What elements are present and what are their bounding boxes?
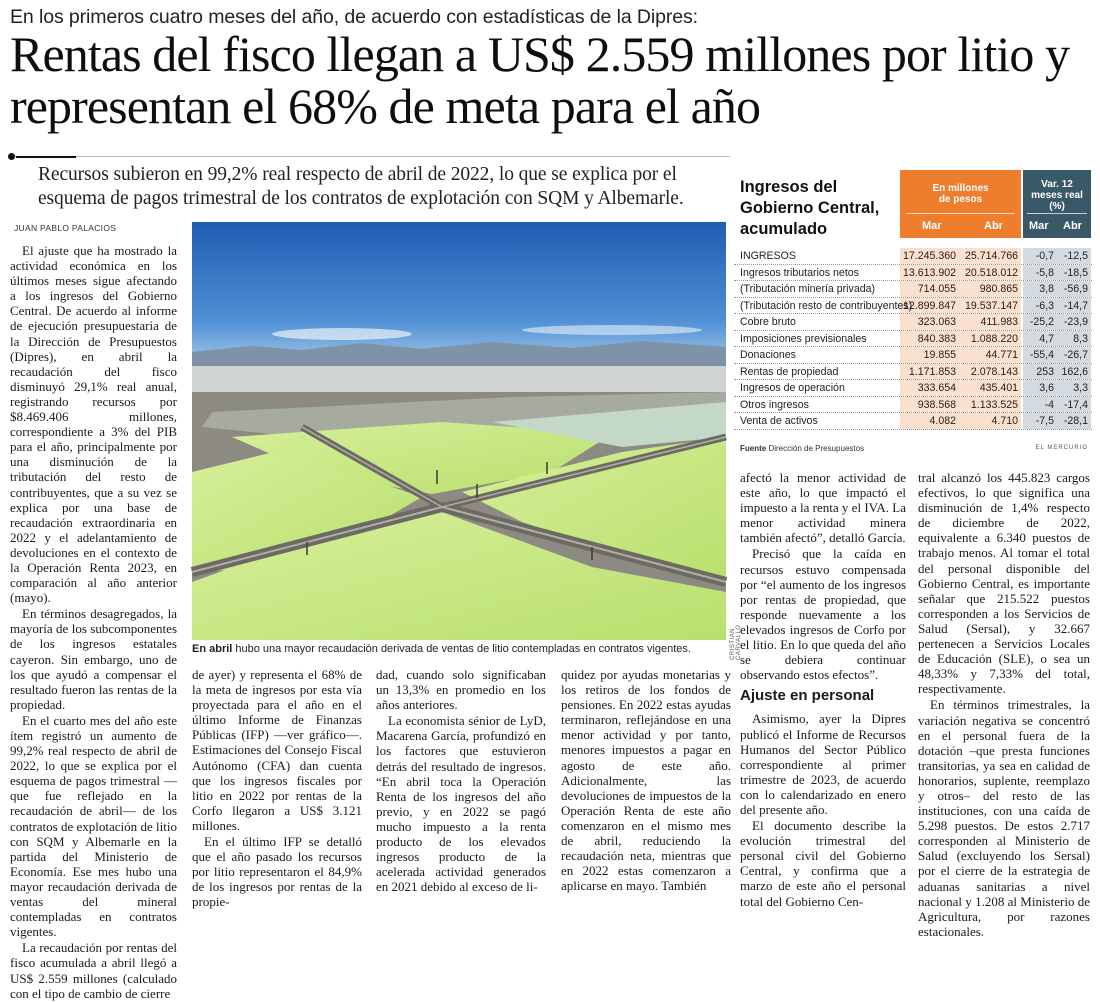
table-row bbox=[734, 248, 1092, 265]
row-label: (Tributación minería privada) bbox=[740, 283, 876, 295]
article-column-1 bbox=[10, 243, 177, 1002]
paragraph: El ajuste que ha mostrado la actividad económica en los últimos meses sigue afectando a los ingresos del Gobierno Central. De acuerdo al informe de ejecución presupuestaria de la Dirección de Presupuestos (Dipres), en abril la recaudación del fisco disminuyó 29,1% real anual, registrando recursos por $8.469.406 millones, correspondiente a 3% del PIB para el año, principalmente por una disminución de la tributación del resto de contribuyentes, que a su vez se explica por una base de recaudación extraordinaria en 2022 y el adelantamiento de devoluciones en el contexto de la Operación Renta 2023, en comparación al año anterior (mayo). bbox=[10, 243, 177, 606]
table-source bbox=[740, 444, 864, 453]
table-row bbox=[734, 331, 1092, 348]
lithium-ponds-image bbox=[192, 222, 726, 640]
var-mar: 3,8 bbox=[1039, 283, 1054, 295]
var-abr: -56,9 bbox=[1063, 283, 1088, 295]
paragraph: En el cuarto mes del año este ítem registró un aumento de 99,2% real respecto de abril de 2022, lo que se explica por el esquema de pagos trimestral —que fue reflejado en la recaudación de abril— de los contratos de explotación de litio con SQM y Albemarle en la partida del Ministerio de Economía. Ese mes hubo una mayor recaudación derivada de ventas del mineral contempladas en contratos vigentes. bbox=[10, 712, 177, 940]
header-var bbox=[1023, 170, 1091, 238]
value-abr: 25.714.766 bbox=[964, 250, 1018, 262]
caption-lead: En abril bbox=[192, 643, 233, 655]
header-pesos bbox=[900, 170, 1021, 238]
value-abr: 1.133.525 bbox=[970, 398, 1018, 411]
value-abr: 411.983 bbox=[980, 316, 1018, 328]
var-abr: -17,4 bbox=[1063, 398, 1088, 411]
article-column-2 bbox=[192, 667, 362, 911]
table-row bbox=[734, 298, 1092, 315]
value-mar: 17.245.360 bbox=[902, 250, 956, 262]
article-column-3 bbox=[376, 667, 546, 895]
row-label: Donaciones bbox=[740, 349, 796, 361]
row-label: Ingresos de operación bbox=[740, 382, 845, 394]
table-row bbox=[734, 413, 1092, 430]
value-abr: 980.865 bbox=[979, 283, 1018, 295]
value-abr: 44.771 bbox=[985, 349, 1018, 361]
article-column-5 bbox=[740, 470, 906, 910]
header-pesos-label: En millones de pesos bbox=[932, 183, 989, 205]
var-abr: -28,1 bbox=[1063, 415, 1088, 427]
source-label: Fuente bbox=[740, 444, 767, 453]
paragraph: En el último IFP se detalló que el año pasado los recursos por litio representaron el 84,9% de los ingresos por rentas de la propie- bbox=[192, 834, 362, 910]
brand-logo: EL MERCURIO bbox=[1035, 445, 1088, 451]
value-abr: 4.710 bbox=[991, 415, 1018, 427]
divider-accent bbox=[16, 156, 76, 158]
var-mar: -55,4 bbox=[1029, 349, 1054, 361]
header-divider bbox=[906, 213, 1015, 214]
revenue-table bbox=[734, 170, 1092, 460]
value-mar: 714.055 bbox=[917, 283, 956, 295]
paragraph: tral alcanzó los 445.823 cargos efectivos, lo que significa una disminución de 1,4% respecto de diciembre de 2022, equivalente a 6.340 puestos de trabajo menos. Al tomar el total del personal disponible del Gobierno Central, es importante señalar que 215.522 puestos corresponden a los Servicios de Salud (Sersal), y 32.667 pertenecen a Servicios Locales de Educación (SLE), o sea un 48,33% y 7,33% del total, respectivamente. bbox=[918, 470, 1090, 697]
var-mar: -6,3 bbox=[1035, 299, 1054, 312]
divider bbox=[10, 156, 730, 157]
header-var-abr: Abr bbox=[1063, 220, 1082, 232]
value-abr: 20.518.012 bbox=[964, 266, 1018, 279]
value-mar: 4.082 bbox=[929, 415, 956, 427]
row-label: Cobre bruto bbox=[740, 316, 796, 328]
caption-text: hubo una mayor recaudación derivada de ventas de litio contempladas en contratos vigentes. bbox=[232, 643, 691, 655]
paragraph: dad, cuando solo significaban un 13,3% en promedio en los años anteriores. bbox=[376, 667, 546, 713]
var-mar: -7,5 bbox=[1035, 415, 1054, 427]
headline: Rentas del fisco llegan a US$ 2.559 millones por litio y representan el 68% de meta para el año bbox=[10, 26, 1070, 134]
var-mar: 3,6 bbox=[1039, 382, 1054, 394]
bullet-dot-icon bbox=[8, 153, 15, 160]
photo-credit: CRISTIÁN CARVALLO bbox=[730, 624, 742, 660]
row-label: Otros ingresos bbox=[740, 398, 809, 411]
var-abr: 162,6 bbox=[1061, 365, 1088, 378]
salt-flat-photo bbox=[192, 222, 726, 640]
value-mar: 333.654 bbox=[917, 382, 956, 394]
table-title: Ingresos del Gobierno Central, acumulado bbox=[740, 178, 880, 238]
header-mar: Mar bbox=[922, 220, 942, 232]
deck: Recursos subieron en 99,2% real respecto de abril de 2022, lo que se explica por el esquema de pagos trimestral de los contratos de explotación con SQM y Albemarle. bbox=[38, 164, 684, 209]
header-divider bbox=[1027, 213, 1087, 214]
var-mar: -5,8 bbox=[1035, 266, 1054, 279]
value-mar: 1.171.853 bbox=[908, 365, 956, 378]
paragraph: La recaudación por rentas del fisco acumulada a abril llegó a US$ 2.559 millones (calculado con el tipo de cambio de cierre bbox=[10, 940, 177, 1001]
header-abr: Abr bbox=[984, 220, 1003, 232]
value-mar: 19.855 bbox=[923, 349, 956, 361]
row-label: Ingresos tributarios netos bbox=[740, 266, 859, 279]
paragraph: quidez por ayudas monetarias y los retiros de los fondos de pensiones. En 2022 estas ayudas terminaron, reflejándose en una menor actividad y por tanto, menores impuestos a pagar en agosto de este año. Adicionalmente, las devoluciones de impuestos de la Operación Renta de este año comenzaron en el mismo mes de abril, reduciendo la recaudación neta, mientras que en 2022 estas comenzaron a aplicarse en mayo. También bbox=[561, 667, 731, 894]
var-abr: -14,7 bbox=[1063, 299, 1088, 312]
table-body bbox=[734, 248, 1092, 430]
var-abr: 3,3 bbox=[1073, 382, 1088, 394]
row-label: Venta de activos bbox=[740, 415, 818, 427]
paragraph: afectó la menor actividad de este año, lo que impactó el impuesto a la renta y el IVA. La menor actividad minera también afectó”, detalló García. bbox=[740, 470, 906, 546]
table-row bbox=[734, 380, 1092, 397]
var-abr: 8,3 bbox=[1073, 332, 1088, 345]
value-abr: 2.078.143 bbox=[970, 365, 1018, 378]
value-mar: 323.063 bbox=[917, 316, 956, 328]
source-text: Dirección de Presupuestos bbox=[766, 444, 865, 453]
value-abr: 1.088.220 bbox=[970, 332, 1018, 345]
kicker: En los primeros cuatro meses del año, de acuerdo con estadísticas de la Dipres: bbox=[10, 6, 698, 28]
var-mar: 4,7 bbox=[1039, 332, 1054, 345]
var-abr: -26,7 bbox=[1063, 349, 1088, 361]
table-row bbox=[734, 397, 1092, 414]
value-abr: 19.537.147 bbox=[964, 299, 1018, 312]
value-mar: 13.613.902 bbox=[902, 266, 956, 279]
row-label: Rentas de propiedad bbox=[740, 365, 839, 378]
table-row bbox=[734, 364, 1092, 381]
paragraph: Asimismo, ayer la Dipres publicó el Informe de Recursos Humanos del Sector Público correspondiente al primer trimestre de 2023, de acuerdo con lo calendarizado en enero del presente año. bbox=[740, 711, 906, 817]
paragraph: Precisó que la caída en recursos estuvo compensada por “el aumento de los ingresos por rentas de propiedad, que responde nuevamente a los elevados ingresos de Corfo por el litio. En lo que queda del año se debiera continuar observando estos efectos”. bbox=[740, 546, 906, 683]
value-mar: 12.899.847 bbox=[902, 299, 956, 312]
table-row bbox=[734, 281, 1092, 298]
paragraph: En términos desagregados, la mayoría de los subcomponentes de los ingresos estatales cayeron. Sin embargo, uno de los que ayudó a compensar el resultado fueron las rentas de la propiedad. bbox=[10, 606, 177, 712]
table-row bbox=[734, 265, 1092, 282]
var-mar: -4 bbox=[1044, 398, 1054, 411]
row-label: Imposiciones previsionales bbox=[740, 332, 867, 345]
value-mar: 938.568 bbox=[917, 398, 956, 411]
header-var-label: Var. 12 meses real (%) bbox=[1031, 179, 1083, 212]
section-subhead: Ajuste en personal bbox=[740, 687, 875, 705]
header-var-mar: Mar bbox=[1029, 220, 1049, 232]
byline: JUAN PABLO PALACIOS bbox=[14, 223, 117, 233]
var-mar: -0,7 bbox=[1035, 250, 1054, 262]
paragraph: El documento describe la evolución trimestral del personal civil del Gobierno Central, y confirma que a marzo de este año el personal total del Gobierno Cen- bbox=[740, 818, 906, 909]
var-mar: 253 bbox=[1036, 365, 1054, 378]
var-abr: -18,5 bbox=[1063, 266, 1088, 279]
var-abr: -12,5 bbox=[1063, 250, 1088, 262]
value-mar: 840.383 bbox=[917, 332, 956, 345]
article-column-4 bbox=[561, 667, 731, 894]
paragraph: En términos trimestrales, la variación negativa se concentró en el personal fuera de la dotación –que presta funciones transitorias, ya sea en calidad de honorarios, suplente, reemplazo y otros– del resto de las instituciones, con una caída de 5.298 puestos. De estos 2.717 corresponden al Ministerio de Salud (excluyendo los Sersal) por el cierre de la estrategia de aduanas sanitarias a nivel nacional y 1.208 al Ministerio de Agricultura, por razones estacionales. bbox=[918, 697, 1090, 939]
row-label: INGRESOS bbox=[740, 250, 796, 262]
article-column-6 bbox=[918, 470, 1090, 940]
photo-caption bbox=[192, 643, 732, 655]
var-abr: -23,9 bbox=[1063, 316, 1088, 328]
paragraph: La economista sénior de LyD, Macarena García, profundizó en los factores que estuvieron detrás del resultado de ingresos. “En abril toca la Operación Renta de los ingresos del año previo, y en 2022 se pagó mucho impuesto a la renta producto de los elevados ingresos producto de la acelerada actividad generados en 2021 debido al exceso de li- bbox=[376, 713, 546, 895]
row-label: (Tributación resto de contribuyentes) bbox=[740, 299, 913, 312]
table-row bbox=[734, 347, 1092, 364]
var-mar: -25,2 bbox=[1029, 316, 1054, 328]
paragraph: de ayer) y representa el 68% de la meta de ingresos por esta vía proyectada para el año en el último Informe de Finanzas Públicas (IFP) —ver gráfico—. Estimaciones del Consejo Fiscal Autónomo (CFA) dan cuenta que los ingresos fiscales por litio en 2022 por rentas de la Corfo llegaron a US$ 3.121 millones. bbox=[192, 667, 362, 833]
value-abr: 435.401 bbox=[979, 382, 1018, 394]
table-row bbox=[734, 314, 1092, 331]
